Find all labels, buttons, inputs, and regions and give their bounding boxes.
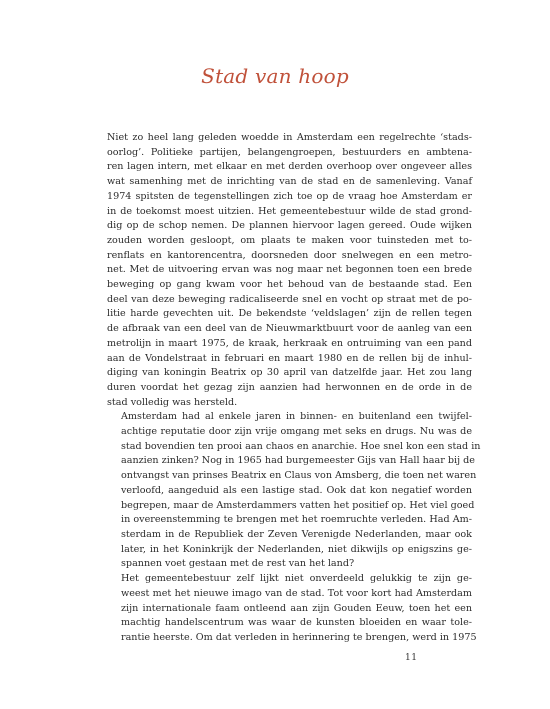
text-line: later, in het Koninkrijk der Nederlanden, niet dikwijls op enigszins ge-	[121, 543, 472, 555]
text-line: in overeenstemming te brengen met het roemruchte verleden. Had Am-	[121, 514, 472, 526]
text-line: in de toekomst moest uitzien. Het gemeentebestuur wilde de stad grond-	[107, 205, 472, 217]
text-line: 1974 spitsten de tegenstellingen zich toe op de vraag hoe Amsterdam er	[107, 190, 472, 202]
text-line: Amsterdam had al enkele jaren in binnen- en buitenland een twijfel-	[121, 411, 472, 423]
paragraph	[107, 572, 477, 646]
chapter-title: Stad van hoop	[201, 64, 349, 88]
text-line: machtig handelscentrum was waar de kunsten bloeiden en waar tole-	[121, 617, 472, 629]
text-line: beweging op gang kwam voor het behoud van de bestaande stad. Een	[107, 279, 472, 291]
text-line: Niet zo heel lang geleden woedde in Amsterdam een regelrechte ‘stads-	[107, 132, 472, 143]
text-line: achtige reputatie door zijn vrije omgang met seks en drugs. Nu was de	[121, 426, 472, 438]
text-line: renflats en kantorencentra, doorsneden door snelwegen en een metro-	[107, 249, 472, 261]
text-line: deel van deze beweging radicaliseerde snel en vocht op straat met de po-	[107, 293, 472, 305]
text-line: zouden worden gesloopt, om plaats te maken voor tuinsteden met to-	[107, 234, 472, 246]
page-number: 11	[405, 653, 418, 663]
text-line: oorlog’. Politieke partijen, belangengroepen, bestuurders en ambtena-	[107, 146, 472, 158]
text-line: wat samenhing met de inrichting van de stad en de samenleving. Vanaf	[107, 176, 472, 188]
text-line: stad volledig was hersteld.	[107, 396, 238, 408]
text-line: zijn internationale faam ontleend aan zijn Gouden Eeuw, toen het een	[121, 602, 472, 614]
body-text	[107, 131, 481, 646]
text-line: metrolijn in maart 1975, de kraak, herkraak en ontruiming van een pand	[107, 337, 472, 349]
text-line: ren lagen intern, met elkaar en met derden overhoop over ongeveer alles	[107, 161, 472, 173]
text-line: diging van koningin Beatrix op 30 april van datzelfde jaar. Het zou lang	[107, 367, 472, 379]
text-line: spannen voet gestaan met de rest van het land?	[121, 558, 355, 570]
text-line: Het gemeentebestuur zelf lijkt niet onverdeeld gelukkig te zijn ge-	[121, 573, 472, 585]
text-line: begrepen, maar de Amsterdammers vatten het positief op. Het viel goed	[121, 499, 475, 511]
text-line: dig op de schop nemen. De plannen hiervoor lagen gereed. Oude wijken	[107, 220, 472, 232]
text-line: de afbraak van een deel van de Nieuwmarktbuurt voor de aanleg van een	[107, 323, 472, 335]
text-line: litie harde gevechten uit. De bekendste ‘veldslagen’ zijn de rellen tegen	[107, 308, 472, 320]
paragraph	[107, 410, 481, 572]
text-line: aanzien zinken? Nog in 1965 had burgemeester Gijs van Hall haar bij de	[121, 455, 475, 467]
text-line: sterdam in de Republiek der Zeven Verenigde Nederlanden, maar ook	[121, 528, 472, 540]
text-line: stad bovendien ten prooi aan chaos en anarchie. Hoe snel kon een stad in	[121, 440, 481, 452]
text-line: rantie heerste. Om dat verleden in herinnering te brengen, werd in 1975	[121, 631, 477, 643]
text-line: verloofd, aangeduid als een lastige stad. Ook dat kon negatief worden	[121, 484, 472, 496]
paragraph	[107, 131, 472, 410]
text-line: weest met het nieuwe imago van de stad. Tot voor kort had Amsterdam	[121, 587, 472, 599]
text-line: aan de Vondelstraat in februari en maart 1980 en de rellen bij de inhul-	[107, 352, 472, 364]
text-line: duren voordat het gezag zijn aanzien had herwonnen en de orde in de	[107, 381, 472, 393]
text-line: ontvangst van prinses Beatrix en Claus von Amsberg, die toen net waren	[121, 470, 477, 482]
text-line: net. Met de uitvoering ervan was nog maar net begonnen toen een brede	[107, 264, 472, 276]
